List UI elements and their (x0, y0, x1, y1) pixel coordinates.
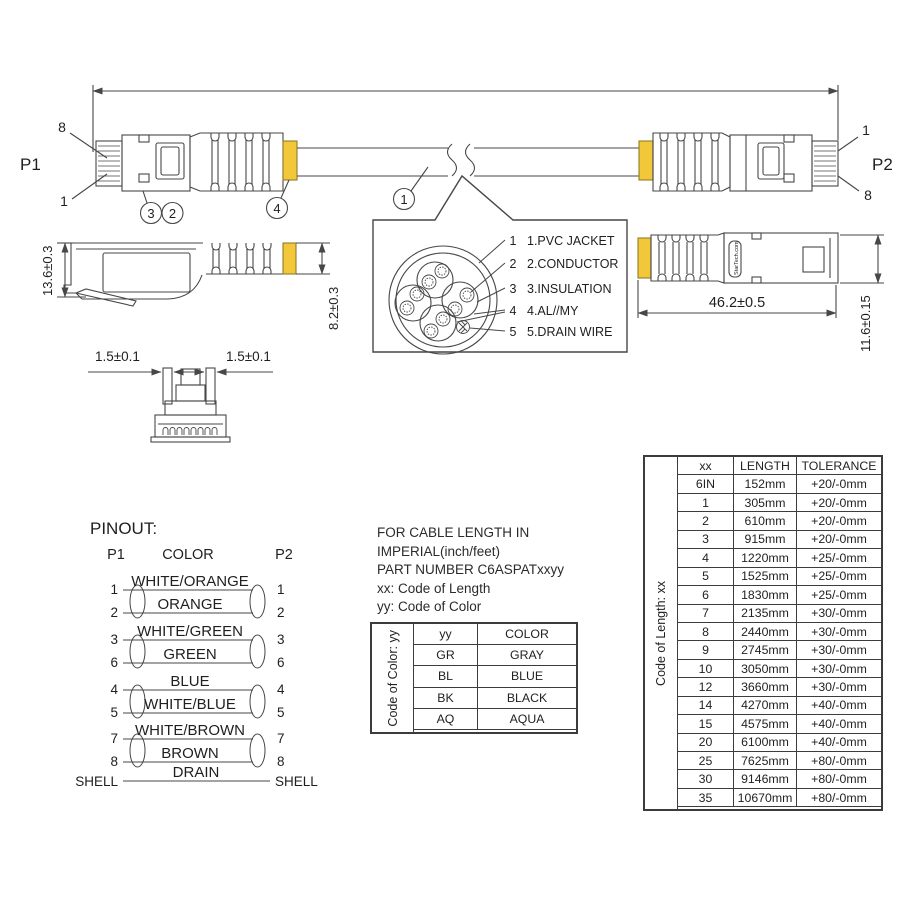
color-name-cell: GRAY (478, 645, 576, 666)
pin-number: 1 (277, 582, 285, 597)
length-code-cell: 35 (678, 789, 734, 807)
legend-label: 1.PVC JACKET (527, 234, 615, 248)
tolerance-cell: +25/-0mm (797, 568, 881, 586)
legend-num: 1 (509, 234, 517, 248)
pin-number: 3 (110, 632, 118, 647)
length-value-cell: 305mm (734, 494, 797, 512)
length-code-cell: 6IN (678, 475, 734, 493)
tolerance-cell: +80/-0mm (797, 789, 881, 807)
length-table-side-label: Code of Length: xx (645, 457, 678, 809)
p1-connector (96, 133, 297, 191)
pin-number: 5 (110, 705, 118, 720)
color-name-cell: AQUA (478, 709, 576, 730)
p2-connector (639, 133, 838, 191)
length-value-cell: 10670mm (734, 789, 797, 807)
pin-number: 6 (110, 655, 118, 670)
tolerance-cell: +20/-0mm (797, 494, 881, 512)
callout-3: 3 (147, 206, 155, 221)
tolerance-cell: +20/-0mm (797, 475, 881, 493)
pinout-header-color: COLOR (162, 547, 214, 563)
p1-label: P1 (20, 155, 41, 174)
connector-width-dim: 11.6±0.15 (858, 295, 873, 352)
pin-number: 4 (110, 682, 118, 697)
length-value-cell: 4575mm (734, 715, 797, 733)
boot-band-right (639, 141, 653, 180)
wire-label: BROWN (161, 745, 219, 762)
tolerance-cell: +25/-0mm (797, 586, 881, 604)
color-code-table (370, 622, 578, 734)
tolerance-cell: +30/-0mm (797, 605, 881, 623)
length-table-header-length: LENGTH (734, 457, 797, 475)
part-number-notes (377, 524, 642, 617)
note-line: FOR CABLE LENGTH IN IMPERIAL(inch/feet) (377, 525, 530, 559)
length-value-cell: 1830mm (734, 586, 797, 604)
connector-side-view (40, 243, 341, 330)
color-code-cell: GR (414, 645, 478, 666)
break-mark (448, 144, 457, 176)
tolerance-cell: +80/-0mm (797, 752, 881, 770)
length-code-cell: 9 (678, 641, 734, 659)
shell-label: SHELL (275, 774, 318, 789)
contact-teeth (163, 428, 217, 436)
color-table-header-color: COLOR (478, 624, 576, 645)
drain-wire (457, 321, 470, 334)
legend (510, 234, 619, 339)
length-code-cell: 12 (678, 678, 734, 696)
length-code-cell: 14 (678, 697, 734, 715)
length-code-cell: 5 (678, 568, 734, 586)
legend-num: 5 (509, 325, 517, 339)
legend-label: 3.INSULATION (527, 282, 612, 296)
pin-number: 2 (277, 605, 285, 620)
brand-label: StarTech.com (734, 241, 740, 275)
wire-label: WHITE/BROWN (135, 722, 245, 739)
wire-label: WHITE/BLUE (144, 696, 236, 713)
cable (297, 144, 639, 176)
length-value-cell: 3660mm (734, 678, 797, 696)
pin-number: 5 (277, 705, 285, 720)
length-value-cell: 3050mm (734, 660, 797, 678)
note-line: PART NUMBER C6ASPATxxyy (377, 562, 565, 577)
pinout-header-p1: P1 (107, 547, 125, 563)
pinout-title: PINOUT: (90, 519, 158, 538)
length-code-cell: 25 (678, 752, 734, 770)
color-name-cell: BLACK (478, 688, 576, 709)
length-code-cell: 2 (678, 512, 734, 530)
tab-dim-right: 1.5±0.1 (226, 349, 271, 364)
color-name-cell: BLUE (478, 666, 576, 687)
pin-number: 2 (110, 605, 118, 620)
legend-num: 2 (509, 257, 517, 271)
length-code-cell: 15 (678, 715, 734, 733)
legend-label: 5.DRAIN WIRE (527, 325, 613, 339)
p1-pin8-label: 8 (58, 119, 66, 135)
length-value-cell: 4270mm (734, 697, 797, 715)
p2-pin8-label: 8 (864, 187, 872, 203)
length-code-cell: 30 (678, 770, 734, 788)
tolerance-cell: +80/-0mm (797, 770, 881, 788)
tab-dim-left: 1.5±0.1 (95, 349, 140, 364)
length-value-cell: 6100mm (734, 734, 797, 752)
height-dim-label: 13.6±0.3 (40, 245, 55, 296)
wire-label: WHITE/GREEN (137, 623, 243, 640)
note-line: yy: Code of Color (377, 599, 482, 614)
connector-front-view (88, 349, 273, 442)
boot-band-side (283, 243, 296, 274)
length-table-header-tolerance: TOLERANCE (797, 457, 881, 475)
length-value-cell: 2440mm (734, 623, 797, 641)
length-code-cell: 10 (678, 660, 734, 678)
pin-number: 8 (110, 754, 118, 769)
tolerance-cell: +20/-0mm (797, 512, 881, 530)
length-code-table (643, 455, 883, 811)
p1-pin1-label: 1 (60, 193, 68, 209)
note-line: xx: Code of Length (377, 580, 491, 596)
tolerance-cell: +25/-0mm (797, 549, 881, 567)
boot-ribs-side (212, 243, 271, 274)
boot-ribs-right (660, 133, 719, 191)
tolerance-cell: +30/-0mm (797, 641, 881, 659)
p2-label: P2 (872, 155, 893, 174)
pin-number: 3 (277, 632, 285, 647)
pin-number: 7 (110, 731, 118, 746)
pin-number: 4 (277, 682, 285, 697)
shell-label: SHELL (75, 774, 118, 789)
legend-label: 2.CONDUCTOR (527, 257, 619, 271)
length-value-cell: 610mm (734, 512, 797, 530)
pin-number: 6 (277, 655, 285, 670)
color-table-side-label: Code of Color: yy (372, 624, 414, 732)
length-value-cell: 1220mm (734, 549, 797, 567)
overall-length-dimension (93, 85, 838, 152)
wire-label: DRAIN (172, 764, 220, 781)
p2-pin1-label: 1 (862, 122, 870, 138)
callout-1: 1 (400, 192, 408, 207)
color-code-cell: BL (414, 666, 478, 687)
boot-band-left (283, 141, 297, 180)
wire-label: BLUE (170, 673, 210, 690)
tolerance-cell: +30/-0mm (797, 623, 881, 641)
boot-height-dim-label: 8.2±0.3 (326, 286, 341, 330)
length-value-cell: 152mm (734, 475, 797, 493)
wire-label: ORANGE (157, 596, 223, 613)
wire-label: WHITE/ORANGE (131, 573, 249, 590)
connector-top-view (638, 233, 884, 352)
pin-number: 8 (277, 754, 285, 769)
tolerance-cell: +20/-0mm (797, 531, 881, 549)
pin-number: 1 (110, 582, 118, 597)
length-code-cell: 4 (678, 549, 734, 567)
tolerance-cell: +40/-0mm (797, 734, 881, 752)
connector-length-dim: 46.2±0.5 (708, 295, 766, 311)
length-value-cell: 9146mm (734, 770, 797, 788)
color-table-header-yy: yy (414, 624, 478, 645)
length-value-cell: 1525mm (734, 568, 797, 586)
pin-number: 7 (277, 731, 285, 746)
legend-label: 4.AL//MY (527, 304, 579, 318)
length-value-cell: 2745mm (734, 641, 797, 659)
color-code-cell: BK (414, 688, 478, 709)
callout-2: 2 (168, 206, 177, 221)
tolerance-cell: +40/-0mm (797, 697, 881, 715)
legend-num: 4 (509, 304, 517, 318)
length-value-cell: 2135mm (734, 605, 797, 623)
pair-right (442, 282, 478, 318)
length-table-header-xx: xx (678, 457, 734, 475)
length-code-cell: 1 (678, 494, 734, 512)
length-code-cell: 8 (678, 623, 734, 641)
boot-band-top-view (638, 238, 651, 278)
callout-4: 4 (273, 201, 281, 216)
length-code-cell: 3 (678, 531, 734, 549)
color-code-cell: AQ (414, 709, 478, 730)
length-code-cell: 7 (678, 605, 734, 623)
boot-ribs-left (211, 133, 270, 191)
tolerance-cell: +40/-0mm (797, 715, 881, 733)
wire-label: GREEN (163, 646, 217, 663)
pinout-header-p2: P2 (275, 547, 293, 563)
legend-num: 3 (509, 282, 517, 296)
boot-ribs-top-view (658, 235, 708, 281)
length-code-cell: 6 (678, 586, 734, 604)
break-mark (466, 144, 475, 176)
pair-left (395, 285, 431, 321)
tolerance-cell: +30/-0mm (797, 660, 881, 678)
length-code-cell: 20 (678, 734, 734, 752)
pinout-diagram (75, 519, 318, 789)
length-value-cell: 7625mm (734, 752, 797, 770)
tolerance-cell: +30/-0mm (797, 678, 881, 696)
cable-assembly-drawing (20, 85, 893, 224)
length-value-cell: 915mm (734, 531, 797, 549)
